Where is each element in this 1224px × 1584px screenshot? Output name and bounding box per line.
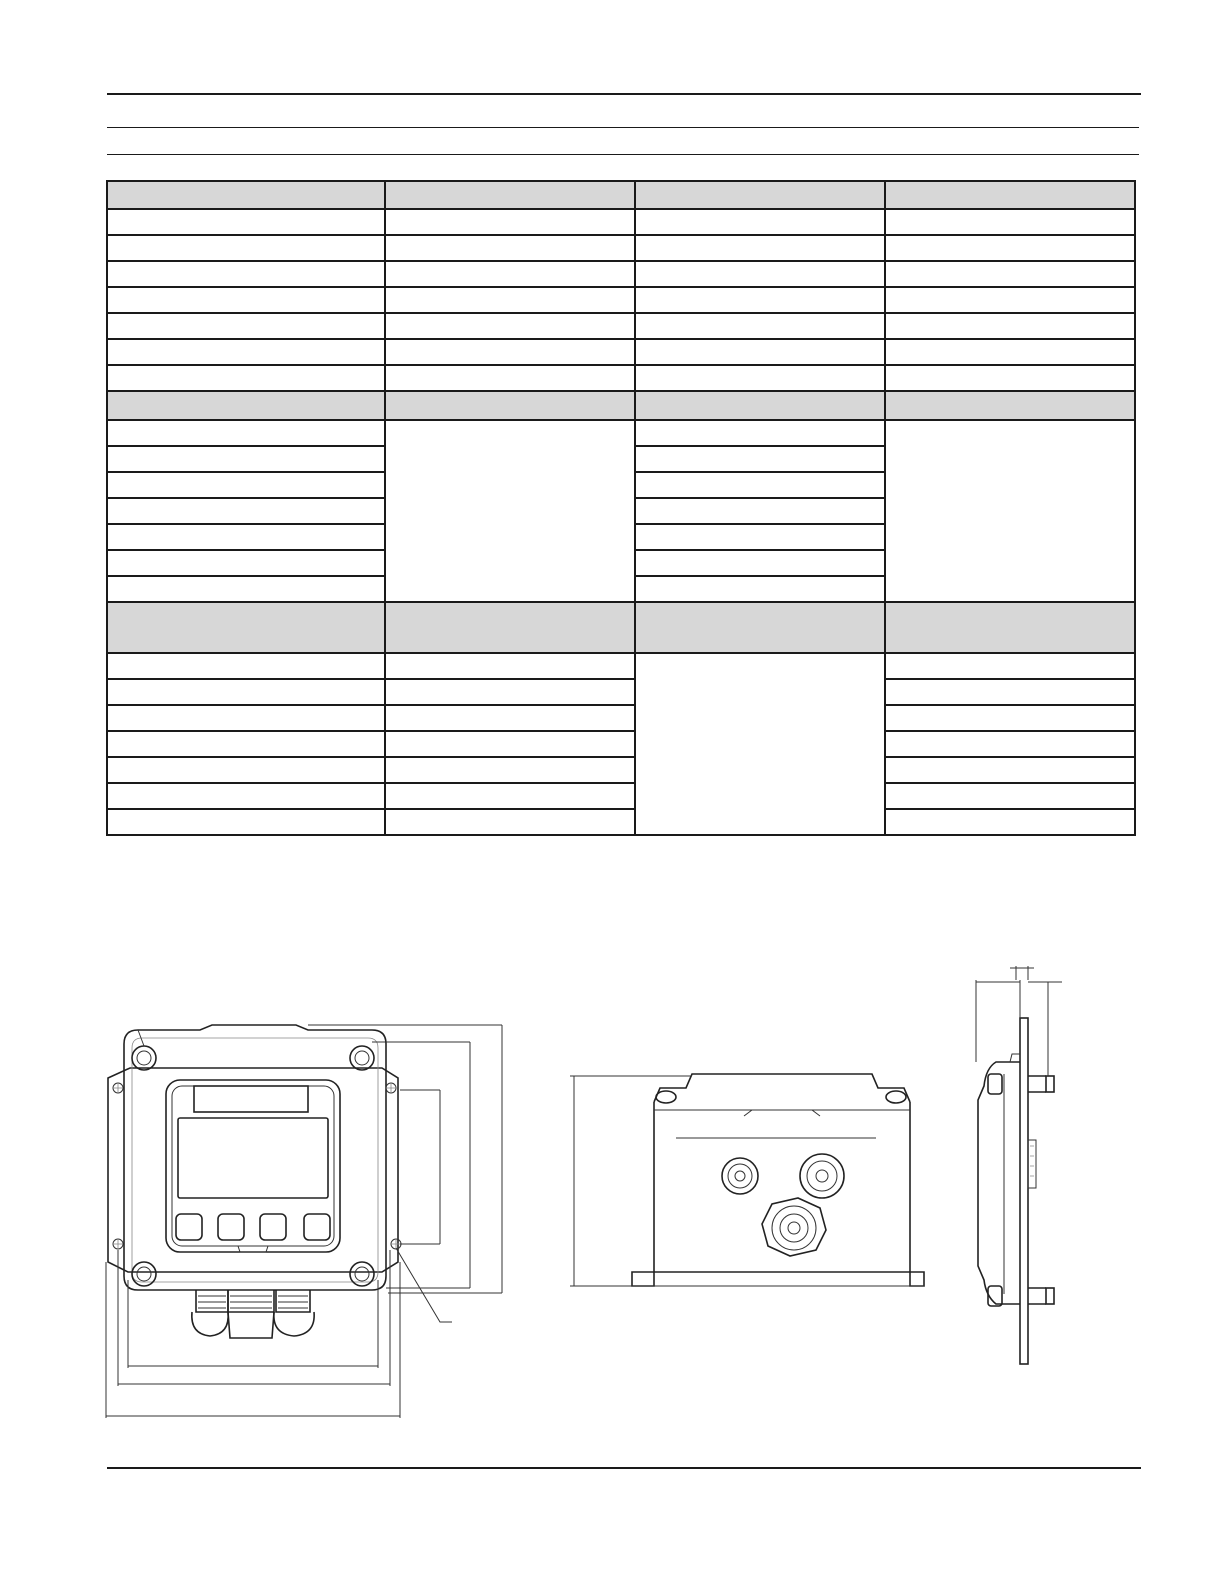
table-cell: [885, 705, 1135, 731]
footer-rule: [107, 1467, 1141, 1469]
table-cell: [385, 731, 635, 757]
table-header-row: [107, 391, 1135, 420]
table-cell: [107, 339, 385, 365]
table-cell: [635, 209, 885, 235]
table-cell: [885, 653, 1135, 679]
table-header-cell: [107, 181, 385, 209]
table-header-cell: [635, 181, 885, 209]
table-cell: [635, 576, 885, 602]
table-row: [107, 313, 1135, 339]
table-cell: [385, 235, 635, 261]
header-rule-bottom: [107, 154, 1139, 155]
table-cell: [107, 261, 385, 287]
keypad-button-icon: [260, 1214, 286, 1240]
corner-bolt-icon: [132, 1046, 156, 1070]
table-header-row: [107, 602, 1135, 653]
table-cell: [385, 679, 635, 705]
table-cell: [107, 705, 385, 731]
cable-gland-icon: [274, 1290, 314, 1336]
table-cell: [107, 209, 385, 235]
table-header-cell: [385, 181, 635, 209]
table-cell: [107, 235, 385, 261]
table-cell-merged: [385, 420, 635, 602]
table-header-cell: [885, 602, 1135, 653]
table-cell: [635, 472, 885, 498]
table-cell: [107, 809, 385, 835]
mounting-hole-icon: [113, 1239, 123, 1249]
keypad-button-icon: [304, 1214, 330, 1240]
table-cell: [635, 524, 885, 550]
table-row: [107, 731, 1135, 757]
dimension-drawings: [0, 950, 1224, 1430]
mounting-hole-icon: [391, 1239, 401, 1249]
table-cell: [107, 653, 385, 679]
table-row: [107, 653, 1135, 679]
table-cell: [385, 705, 635, 731]
table-cell: [635, 498, 885, 524]
cable-gland-icon: [762, 1198, 826, 1256]
table-cell: [107, 679, 385, 705]
table-cell: [635, 420, 885, 446]
table-header-cell: [107, 391, 385, 420]
table-cell: [885, 209, 1135, 235]
table-row: [107, 339, 1135, 365]
table-header-cell: [385, 602, 635, 653]
table-cell: [107, 420, 385, 446]
table-cell: [885, 757, 1135, 783]
spec-table: [106, 180, 1136, 836]
table-row: [107, 261, 1135, 287]
table-cell: [385, 365, 635, 391]
table-cell: [385, 209, 635, 235]
table-cell: [635, 339, 885, 365]
table-cell: [635, 287, 885, 313]
table-row: [107, 287, 1135, 313]
table-cell: [107, 576, 385, 602]
table-row: [107, 809, 1135, 835]
header-rule-middle: [107, 127, 1139, 128]
table-cell: [107, 365, 385, 391]
top-view-drawing: [570, 1074, 924, 1286]
corner-bolt-icon: [350, 1262, 374, 1286]
table-cell: [885, 365, 1135, 391]
table-cell: [107, 550, 385, 576]
table-cell: [385, 261, 635, 287]
table-cell: [635, 235, 885, 261]
table-cell: [635, 446, 885, 472]
table-cell: [385, 757, 635, 783]
table-cell: [385, 783, 635, 809]
cable-gland-icon: [800, 1154, 844, 1198]
keypad-button-icon: [176, 1214, 202, 1240]
table-cell: [635, 365, 885, 391]
table-cell: [885, 287, 1135, 313]
table-row: [107, 757, 1135, 783]
table-cell: [107, 783, 385, 809]
table-cell: [107, 287, 385, 313]
table-cell: [107, 498, 385, 524]
table-header-cell: [107, 602, 385, 653]
table-header-cell: [885, 181, 1135, 209]
table-row: [107, 783, 1135, 809]
table-row: [107, 679, 1135, 705]
table-cell: [885, 235, 1135, 261]
table-cell: [885, 731, 1135, 757]
table-cell: [385, 809, 635, 835]
table-cell: [385, 653, 635, 679]
table-cell: [885, 783, 1135, 809]
mounting-hole-icon: [386, 1083, 396, 1093]
front-view-drawing: [106, 1025, 502, 1418]
keypad-button-icon: [218, 1214, 244, 1240]
corner-bolt-icon: [132, 1262, 156, 1286]
cable-gland-icon: [192, 1290, 228, 1336]
mounting-hole-icon: [113, 1083, 123, 1093]
table-cell: [107, 472, 385, 498]
table-cell: [385, 339, 635, 365]
table-cell: [885, 679, 1135, 705]
table-cell: [885, 261, 1135, 287]
cable-gland-icon: [722, 1158, 758, 1194]
table-cell: [635, 261, 885, 287]
table-row: [107, 365, 1135, 391]
table-cell: [107, 313, 385, 339]
cable-gland-icon: [228, 1290, 274, 1338]
table-cell: [635, 550, 885, 576]
header-rule-top: [107, 93, 1141, 95]
table-cell: [885, 313, 1135, 339]
table-row: [107, 235, 1135, 261]
table-cell: [385, 287, 635, 313]
table-row: [107, 705, 1135, 731]
table-cell: [107, 524, 385, 550]
table-cell: [107, 731, 385, 757]
table-row: [107, 420, 1135, 446]
table-cell: [107, 757, 385, 783]
table-header-cell: [635, 391, 885, 420]
table-header-cell: [885, 391, 1135, 420]
table-cell: [885, 809, 1135, 835]
table-cell: [107, 446, 385, 472]
table-cell-merged: [885, 420, 1135, 602]
table-cell-merged: [635, 653, 885, 835]
table-cell: [885, 339, 1135, 365]
side-view-drawing: [976, 966, 1062, 1364]
table-header-row: [107, 181, 1135, 209]
corner-bolt-icon: [350, 1046, 374, 1070]
table-cell: [635, 313, 885, 339]
table-row: [107, 209, 1135, 235]
table-header-cell: [385, 391, 635, 420]
table-header-cell: [635, 602, 885, 653]
table-cell: [385, 313, 635, 339]
